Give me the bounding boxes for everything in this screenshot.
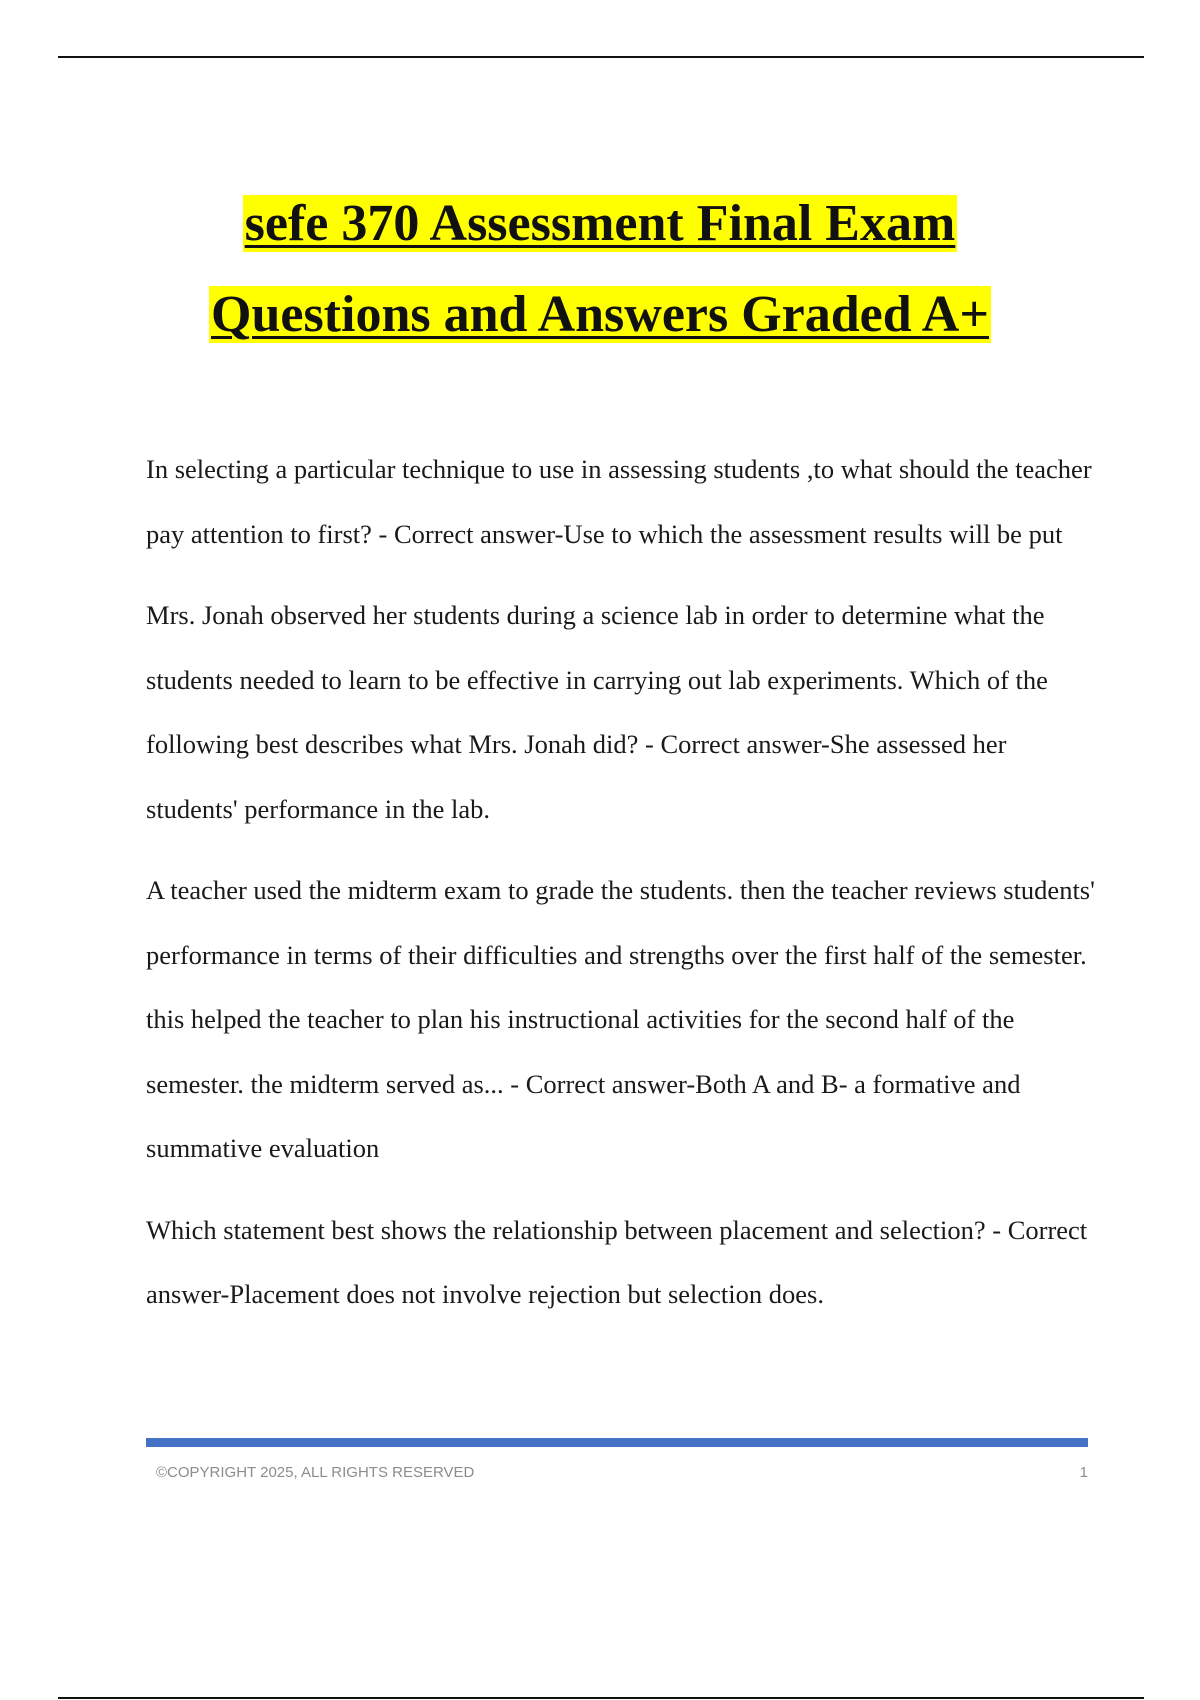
footer-bar (146, 1438, 1088, 1447)
page-footer (146, 1464, 1088, 1481)
qa-item-2: Mrs. Jonah observed her students during a science lab in order to determine what the students needed to learn to be effective in carrying out lab experiments. Which of the following best describes what Mrs. Jonah did? - Correct answer-She assessed her students' performance in the lab. (146, 600, 1048, 824)
title-line-1-text: sefe 370 Assessment Final Exam (244, 195, 956, 252)
title-line-2 (0, 269, 1200, 360)
title-line-2-text: Questions and Answers Graded A+ (211, 286, 989, 343)
qa-list (146, 437, 1096, 1344)
document-title (0, 178, 1200, 360)
copyright-text: ©COPYRIGHT 2025, ALL RIGHTS RESERVED (156, 1464, 475, 1481)
qa-item-3: A teacher used the midterm exam to grade the students. then the teacher reviews students' performance in terms of their difficulties and strengths over the first half of the semester. this helped the teacher to plan his instructional activities for the second half of the semester. the midterm served as... - Correct answer-Both A and B- a formative and summative evaluation (146, 875, 1095, 1163)
bottom-rule (58, 1697, 1144, 1699)
qa-item-1: In selecting a particular technique to use in assessing students ,to what should the teacher pay attention to first? - Correct answer-Use to which the assessment results will be put (146, 454, 1092, 549)
top-rule (58, 56, 1144, 58)
qa-item-4: Which statement best shows the relationship between placement and selection? - Correct answer-Placement does not involve rejection but selection does. (146, 1214, 1088, 1309)
title-line-1 (0, 178, 1200, 269)
page-number: 1 (1079, 1464, 1088, 1481)
